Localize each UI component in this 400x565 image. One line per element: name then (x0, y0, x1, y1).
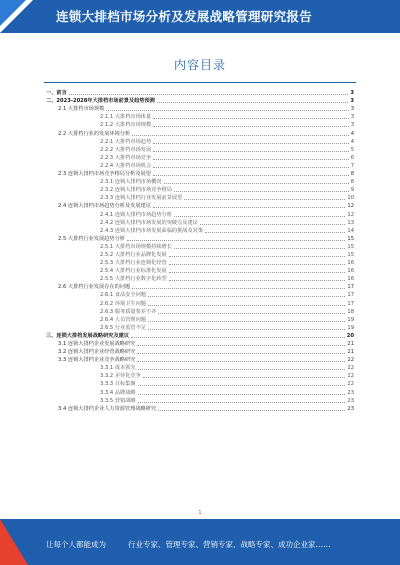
toc-entry-title: 2.6.1 食品安全问题 (100, 292, 146, 299)
toc-entry[interactable] (46, 274, 354, 282)
toc-leader-dots (137, 353, 345, 354)
report-title: 连锁大排档市场分析及发展战略管理研究报告 (56, 9, 313, 24)
toc-entry-title: 2.5 大排档行业发展趋势分析 (58, 235, 125, 242)
toc-entry-page: 17 (347, 292, 354, 299)
toc-leader-dots (153, 207, 345, 208)
footer-slogan: 让每个人都能成为 (46, 540, 106, 549)
toc-entry-title: 2.3 连锁大排档市场竞争格局分析及展望 (58, 171, 151, 178)
toc-entry-page: 9 (350, 187, 354, 194)
toc-leader-dots (184, 199, 345, 200)
toc-entry-page: 21 (347, 349, 354, 356)
toc-entry[interactable] (46, 169, 354, 177)
toc-entry-page: 22 (347, 373, 354, 380)
footer-banner (0, 519, 400, 565)
toc-entry[interactable] (46, 290, 354, 298)
toc-entry-title: 3.1 连锁大排档企业发展战略研究 (58, 341, 136, 347)
toc-leader-dots (158, 313, 345, 314)
toc-entry-page: 4 (350, 138, 354, 145)
toc-leader-dots (174, 216, 345, 217)
toc-entry-title: 2.2.4 大排档市场机会 (100, 162, 152, 169)
toc-leader-dots (153, 159, 349, 160)
toc-entry[interactable] (46, 137, 354, 145)
toc-entry[interactable] (46, 266, 354, 274)
toc-leader-dots (132, 288, 345, 289)
toc-leader-dots (153, 143, 349, 144)
toc-entry-page: 20 (346, 332, 354, 339)
toc-leader-dots (137, 345, 345, 346)
toc-entry[interactable] (46, 387, 354, 395)
toc-entry[interactable] (46, 323, 354, 331)
toc-entry[interactable] (46, 185, 354, 193)
toc-entry-title: 3.3.3 目标集聚 (100, 381, 136, 388)
toc-entry-title: 2.2.3 大排档市场竞争 (100, 154, 152, 161)
toc-leader-dots (169, 272, 346, 273)
toc-entry[interactable] (46, 226, 354, 234)
toc-entry[interactable] (46, 298, 354, 306)
toc-leader-dots (148, 305, 345, 306)
banner-corner-accent (0, 0, 26, 26)
toc-entry-page: 16 (347, 276, 354, 283)
toc-entry[interactable] (46, 307, 354, 315)
toc-entry-title: 2.5.4 大排档行业标准化发展 (100, 268, 167, 275)
toc-entry[interactable] (46, 128, 354, 136)
toc-entry-page: 5 (350, 146, 354, 153)
footer-accent-stripe (0, 519, 28, 565)
toc-entry-title: 2.1 大排档市场规模 (58, 106, 105, 113)
toc-leader-dots (131, 337, 345, 338)
toc-entry[interactable] (46, 379, 354, 387)
toc-entry-page: 3 (350, 114, 354, 121)
toc-entry[interactable] (46, 242, 354, 250)
toc-leader-dots (137, 361, 345, 362)
toc-entry-title: 2.5.3 大排档行业连锁化经营 (100, 260, 167, 267)
toc-entry[interactable] (46, 120, 354, 128)
toc-entry-title: 2.3.3 连锁大排档行业发展前景展望 (100, 195, 183, 202)
toc-entry-title: 2.1.1 大排档市场体量 (100, 114, 152, 121)
toc-entry-page: 15 (347, 243, 354, 250)
toc-entry-title: 2.1.2 大排档市场规模 (100, 122, 152, 129)
toc-entry-title: 3.3.2 差异化竞争 (100, 373, 141, 380)
toc-entry-page: 23 (347, 389, 354, 396)
toc-entry-title: 2.2 大排档行业的发展环境分析 (58, 130, 131, 137)
toc-leader-dots (174, 248, 345, 249)
toc-entry[interactable] (46, 347, 354, 355)
toc-entry[interactable] (46, 234, 354, 242)
toc-leader-dots (158, 410, 345, 411)
toc-entry-page: 16 (347, 268, 354, 275)
toc-entry[interactable] (46, 177, 354, 185)
toc-entry-title: 2.5.2 大排档行业品牌化发展 (100, 251, 167, 258)
toc-entry[interactable] (46, 193, 354, 201)
toc-entry-title: 3.3.5 营销战略 (100, 397, 136, 404)
toc-leader-dots (148, 329, 345, 330)
toc-entry[interactable] (46, 258, 354, 266)
toc-entry-page: 19 (347, 316, 354, 323)
toc-entry[interactable] (46, 315, 354, 323)
toc-leader-dots (138, 385, 346, 386)
toc-entry-page: 17 (347, 300, 354, 307)
toc-leader-dots (148, 321, 345, 322)
toc-entry-page: 15 (347, 251, 354, 258)
toc-leader-dots (153, 151, 349, 152)
toc-entry[interactable] (46, 282, 354, 290)
toc-entry-page: 18 (347, 308, 354, 315)
toc-leader-dots (205, 232, 345, 233)
toc-entry[interactable] (46, 153, 354, 161)
toc-leader-dots (69, 94, 349, 95)
toc-entry-page: 7 (350, 162, 354, 169)
toc-entry-page: 22 (347, 365, 354, 372)
toc-leader-dots (153, 118, 349, 119)
toc-entry[interactable] (46, 371, 354, 379)
toc-entry-page: 22 (347, 381, 354, 388)
table-of-contents (46, 88, 354, 412)
toc-leader-dots (138, 394, 346, 395)
toc-leader-dots (148, 296, 345, 297)
toc-entry-title: 2.3.1 连锁大排档市场概况 (100, 179, 162, 186)
toc-entry[interactable] (46, 104, 354, 112)
toc-leader-dots (153, 126, 349, 127)
toc-leader-dots (174, 191, 349, 192)
footer-tagline: 行业专家、管理专家、营销专家、战略专家、成功企业家…… (128, 540, 331, 549)
toc-heading: 内容目录 (173, 58, 226, 72)
toc-entry-page: 21 (347, 341, 354, 347)
toc-entry-title: 三、连锁大排档发展战略研究及建议 (46, 332, 130, 339)
toc-leader-dots (143, 377, 346, 378)
toc-entry-page: 17 (347, 284, 354, 291)
toc-leader-dots (200, 224, 346, 225)
toc-leader-dots (132, 135, 349, 136)
toc-entry-page: 3 (350, 122, 354, 129)
header-banner (0, 0, 400, 33)
toc-entry-title: 3.4 连锁大排档企业人力资源管理战略研究 (58, 405, 157, 412)
toc-leader-dots (169, 280, 346, 281)
toc-entry-page: 12 (347, 203, 354, 210)
toc-entry-title: 3.3 连锁大排档企业竞争战略研究 (58, 357, 136, 364)
toc-entry-page: 10 (347, 195, 354, 202)
toc-entry-title: 2.5.1 大排档市场规模持续增长 (100, 243, 172, 250)
toc-entry[interactable] (46, 250, 354, 258)
toc-entry-page: 19 (347, 324, 354, 331)
toc-entry[interactable] (46, 112, 354, 120)
toc-entry-title: 一、前言 (46, 90, 67, 97)
toc-entry-page: 23 (347, 405, 354, 412)
toc-entry-title: 2.2.2 大排档市场发展 (100, 146, 152, 153)
toc-leader-dots (153, 175, 349, 176)
toc-entry[interactable] (46, 88, 354, 96)
toc-entry-page: 8 (350, 171, 354, 178)
toc-divider (44, 82, 356, 83)
toc-entry-title: 3.2 连锁大排档企业经营战略研究 (58, 349, 136, 356)
toc-entry-page: 4 (350, 130, 354, 137)
toc-entry-page: 3 (350, 90, 354, 97)
toc-leader-dots (169, 264, 346, 265)
toc-leader-dots (157, 102, 349, 103)
toc-entry-title: 二、2023-2028年大排档市场前景及趋势预测 (46, 98, 155, 105)
toc-entry-title: 2.2.1 大排档市场趋势 (100, 138, 152, 145)
toc-entry[interactable] (46, 355, 354, 363)
toc-entry-page: 22 (347, 357, 354, 364)
toc-entry-page: 6 (350, 154, 354, 161)
toc-entry-title: 2.6 大排档行业发展存在的问题 (58, 284, 131, 291)
toc-entry[interactable] (46, 396, 354, 404)
toc-entry-title: 2.6.3 服务质量参差不齐 (100, 308, 157, 315)
toc-entry[interactable] (46, 161, 354, 169)
toc-entry-title: 2.4 连锁大排档市场趋势分析及发展建议 (58, 203, 151, 210)
toc-entry[interactable] (46, 201, 354, 209)
toc-entry-title: 2.4.1 连锁大排档市场趋势分析 (100, 211, 172, 218)
toc-entry-page: 3 (350, 98, 354, 105)
toc-entry-page: 15 (347, 235, 354, 242)
toc-leader-dots (138, 402, 346, 403)
toc-leader-dots (169, 256, 346, 257)
toc-entry-page: 12 (347, 211, 354, 218)
toc-entry[interactable] (46, 209, 354, 217)
toc-entry-title: 2.4.2 连锁大排档市场发展的突破点及建议 (100, 219, 198, 226)
toc-entry[interactable] (46, 363, 354, 371)
toc-entry-page: 14 (347, 227, 354, 234)
toc-entry[interactable] (46, 339, 354, 347)
page-number: 1 (198, 510, 202, 516)
toc-leader-dots (138, 369, 346, 370)
toc-leader-dots (153, 167, 349, 168)
toc-entry-title: 2.4.3 连锁大排档市场发展面临的挑战及对策 (100, 227, 204, 234)
toc-entry-page: 23 (347, 397, 354, 404)
toc-entry-page: 16 (347, 260, 354, 267)
toc-entry-title: 3.3.1 成本领先 (100, 365, 136, 372)
toc-entry[interactable] (46, 218, 354, 226)
toc-entry[interactable] (46, 331, 354, 339)
toc-entry-title: 3.3.4 品牌战略 (100, 389, 136, 396)
toc-entry-page: 3 (350, 106, 354, 113)
toc-entry-page: 8 (350, 179, 354, 186)
toc-entry[interactable] (46, 404, 354, 412)
toc-entry[interactable] (46, 145, 354, 153)
toc-entry-title: 2.6.4 人员管理问题 (100, 316, 146, 323)
toc-entry[interactable] (46, 96, 354, 104)
toc-entry-page: 13 (347, 219, 354, 226)
toc-leader-dots (164, 183, 349, 184)
toc-entry-title: 2.5.5 大排档行业数字化转型 (100, 276, 167, 283)
toc-entry-title: 2.6.5 行业监管不足 (100, 324, 146, 331)
toc-entry-title: 2.6.2 环境卫生问题 (100, 300, 146, 307)
toc-leader-dots (106, 110, 348, 111)
toc-leader-dots (127, 240, 345, 241)
toc-entry-title: 2.3.2 连锁大排档市场竞争格局 (100, 187, 172, 194)
